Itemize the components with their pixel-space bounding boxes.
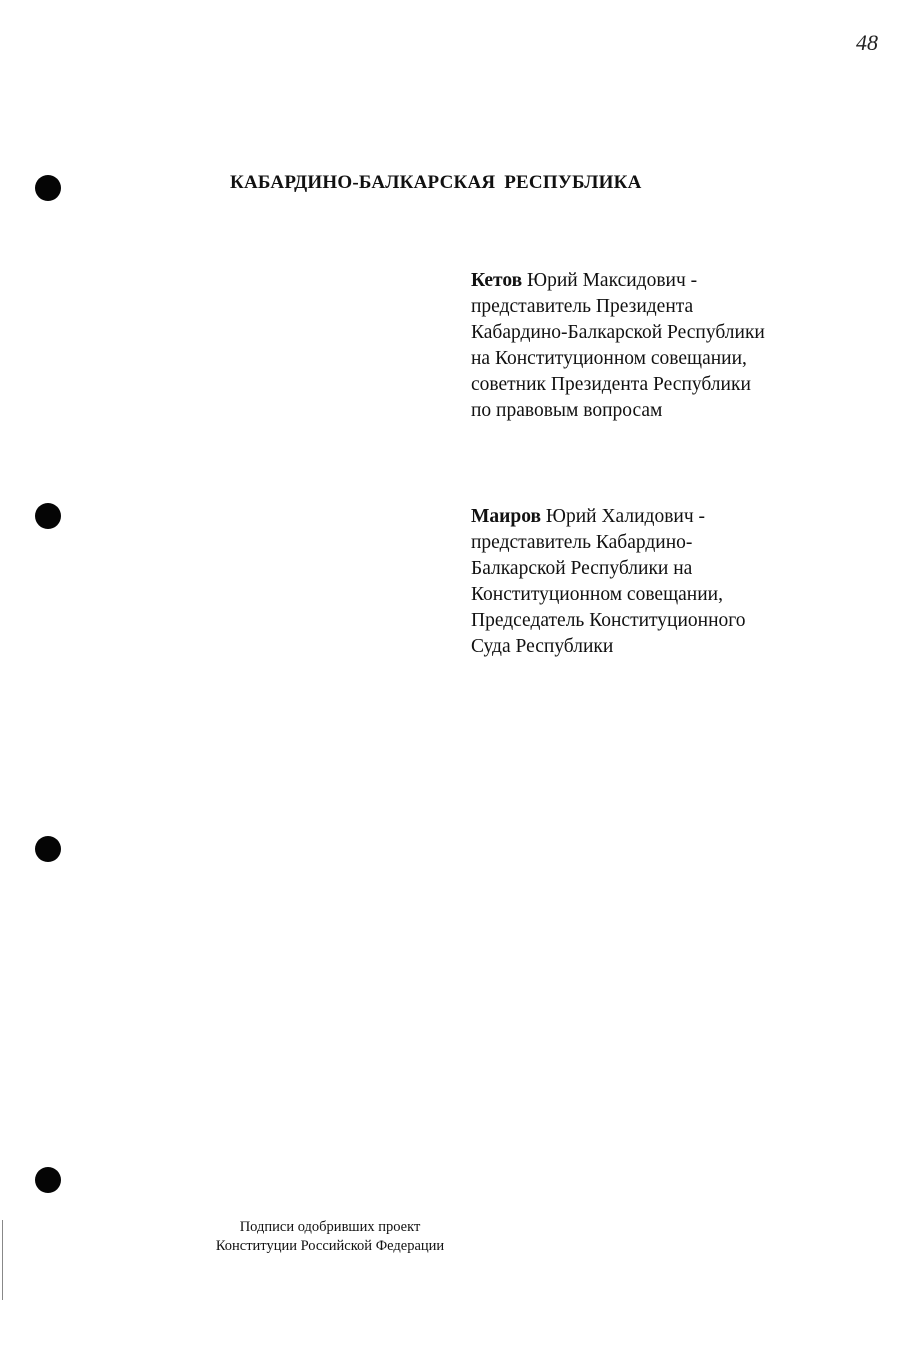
- punch-hole-1: [35, 175, 61, 201]
- representative-given-names: Юрий Максидович -: [522, 270, 698, 291]
- representative-role-line: Председатель Конституционного: [471, 610, 746, 631]
- representative-role-line: по правовым вопросам: [471, 400, 663, 421]
- representative-given-names: Юрий Халидович -: [541, 506, 706, 527]
- scan-edge-mark: [2, 1220, 3, 1300]
- representative-role-line: Конституционном совещании,: [471, 584, 723, 605]
- representative-role-line: на Конституционном совещании,: [471, 348, 747, 369]
- representative-role-line: представитель Кабардино-: [471, 532, 693, 553]
- representative-role-line: Балкарской Республики на: [471, 558, 693, 579]
- representative-block-1: [471, 268, 831, 424]
- punch-hole-4: [35, 1167, 61, 1193]
- representative-role-line: представитель Президента: [471, 296, 694, 317]
- handwritten-page-number: 48: [856, 30, 878, 55]
- representative-surname: Кетов: [471, 270, 523, 291]
- footer-caption: [170, 1218, 490, 1256]
- representative-name-line: [471, 504, 831, 530]
- representative-surname: Маиров: [471, 506, 542, 527]
- punch-hole-2: [35, 503, 61, 529]
- representative-role-line: Суда Республики: [471, 636, 614, 657]
- representative-role-line: советник Президента Республики: [471, 374, 751, 395]
- representative-role-line: Кабардино-Балкарской Республики: [471, 322, 765, 343]
- representative-name-line: [471, 268, 831, 294]
- document-title: КАБАРДИНО-БАЛКАРСКАЯ РЕСПУБЛИКА: [230, 172, 642, 193]
- footer-line-1: Подписи одобривших проект: [239, 1219, 421, 1235]
- footer-line-2: Конституции Российской Федерации: [215, 1238, 445, 1254]
- punch-hole-3: [35, 836, 61, 862]
- representative-block-2: [471, 504, 831, 660]
